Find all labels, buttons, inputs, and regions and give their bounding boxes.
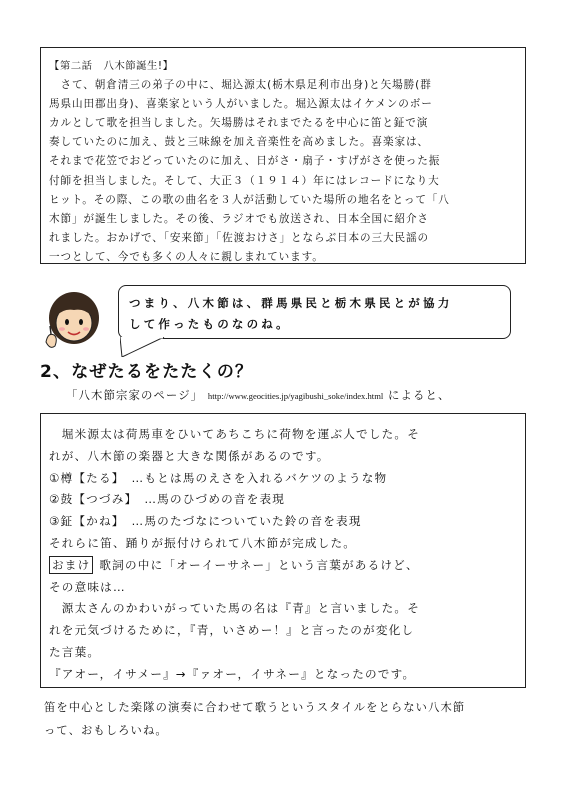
story-line: 付師を担当しました。そして、大正３（１９１４）年にはレコードになり大 xyxy=(49,174,440,187)
story-line: ヒット。その際、この歌の曲名を３人が活動していた場所の地名をとって「八 xyxy=(49,193,450,206)
speech-bubble xyxy=(118,285,511,339)
explanation-line: れが、八木節の楽器と大きな関係があるのです。 xyxy=(49,448,330,463)
explanation-line: 堀米源太は荷馬車をひいてあちこちに荷物を運ぶ人でした。そ xyxy=(49,427,421,441)
speech-bubble-tail xyxy=(120,337,165,357)
story-box xyxy=(40,47,526,264)
footer-comment xyxy=(44,697,465,742)
footer-line: って、おもしろいね。 xyxy=(44,723,168,737)
story-line: 奏していたのに加え、鼓と三味線を加え音楽性を高めました。喜楽家は、 xyxy=(49,136,429,149)
omake-text: 歌詞の中に「オーイーサネー」という言葉があるけど、 xyxy=(99,557,419,572)
story-line: さて、朝倉清三の弟子の中に、堀込源太(栃木県足利市出身)と矢場勝(群 xyxy=(49,79,432,92)
source-suffix: によると、 xyxy=(388,388,451,402)
story-line: カルとして歌を担当しました。矢場勝はそれまでたるを中心に笛と鉦で演 xyxy=(49,117,429,130)
section-heading: 2、なぜたるをたたくの？ xyxy=(40,362,254,382)
bubble-line: して作ったものなのね。 xyxy=(129,317,291,331)
explanation-line: 源太さんのかわいがっていた馬の名は『青』と言いました。そ xyxy=(49,601,421,616)
instrument-kane: ③鉦【かね】 …馬のたづなについていた鈴の音を表現 xyxy=(49,514,362,529)
girl-character-icon xyxy=(38,282,116,352)
explanation-line: れを元気づけるために，『青，いさめー！』と言ったのが変化し xyxy=(49,623,415,638)
bubble-line: つまり、八木節は、群馬県民と栃木県民とが協力 xyxy=(129,296,453,310)
instrument-taru: ①樽【たる】 …もとは馬のえさを入れるバケツのような物 xyxy=(49,470,388,485)
story-line: 木節」が誕生しました。その後、ラジオでも放送され、日本全国に紹介さ xyxy=(49,212,429,225)
footer-line: 笛を中心とした楽隊の演奏に合わせて歌うというスタイルをとらない八木節 xyxy=(44,701,466,714)
story-line: れました。おかげで、「安来節」「佐渡おけさ」とならぶ日本の三大民謡の xyxy=(49,231,429,244)
omake-tag: おまけ xyxy=(49,556,93,574)
story-line: 馬県山田郡出身)、喜楽家という人がいました。堀込源太はイケメンのボー xyxy=(49,98,433,111)
explanation-line: た言葉。 xyxy=(49,644,101,659)
explanation-line: それらに笛、踊りが振付けられて八木節が完成した。 xyxy=(49,535,357,550)
explanation-line: その意味は… xyxy=(49,579,126,594)
explanation-box xyxy=(40,413,526,688)
story-line: 一つとして、今でも多くの人々に親しまれています。 xyxy=(49,250,324,263)
source-title: 「八木節宗家のページ」 xyxy=(66,388,204,402)
story-title: 【第二話 八木節誕生!】 xyxy=(49,60,174,72)
omake-line xyxy=(49,555,519,577)
instrument-tsuzumi: ②鼓【つづみ】 …馬のひづめの音を表現 xyxy=(49,492,286,507)
story-line: それまで花笠でおどっていたのに加え、日がさ・扇子・すげがさを使った振 xyxy=(49,155,441,168)
explanation-line: 『アオー，イサメー』→『ァオー，イサネー』となったのです。 xyxy=(49,666,416,681)
source-reference xyxy=(66,387,450,403)
source-url[interactable]: http://www.geocities.jp/yagibushi_soke/index.html xyxy=(207,391,384,401)
